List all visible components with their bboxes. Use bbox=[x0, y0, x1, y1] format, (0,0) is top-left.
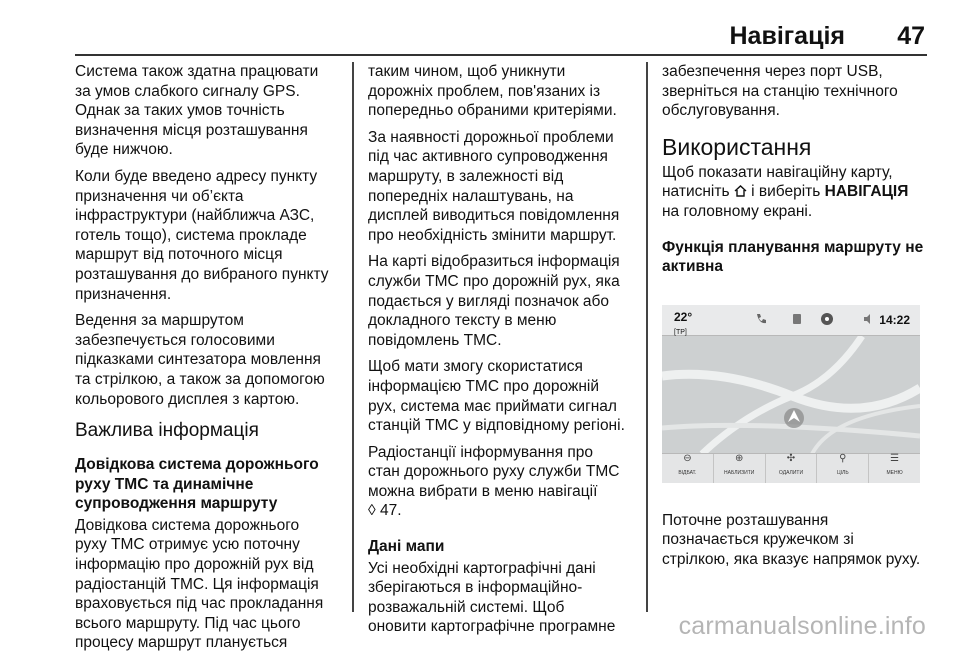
screen-button-destination[interactable]: ⚲ ЦІЛЬ bbox=[817, 454, 869, 483]
zoom-in-icon: ⊕ bbox=[735, 452, 744, 464]
mute-icon bbox=[862, 312, 876, 326]
home-icon bbox=[734, 185, 747, 197]
destination-search-icon: ⚲ bbox=[839, 452, 847, 464]
subheading-route-inactive: Функція планування маршруту не активна bbox=[662, 238, 924, 276]
page-reference-link[interactable]: ◊ 47. bbox=[368, 502, 402, 520]
map-view bbox=[662, 336, 920, 454]
page-section-title: Навігація bbox=[729, 22, 845, 50]
paragraph-map-data: Усі необхідні картографічні дані зберігаються в інформаційно- розважальній системі. Щоб оновити картографічне програмне bbox=[368, 559, 616, 636]
screen-clock: 14:22 bbox=[879, 312, 910, 327]
header-rule bbox=[75, 54, 927, 56]
paragraph-tmc-map: На карті відобразиться інформація служби TMC про дорожній рух, яка подається у вигляді позначок або докладного тексту в меню повідомлень TMC. bbox=[368, 253, 620, 349]
paragraph-traffic-problem: За наявності дорожньої проблеми під час активного супроводження маршруту, в залежності від попередніх налаштувань, на дисплей виводиться повідомлення про необхідність змінити маршрут. bbox=[368, 128, 620, 244]
settings-icon bbox=[790, 312, 804, 326]
paragraph-gps: Система також здатна працювати за умов слабкого сигналу GPS. Однак за таких умов точність визначення місця розташування буде нижчою. bbox=[75, 63, 319, 159]
paragraph-guidance: Ведення за маршрутом забезпечується голосовими підказками синтезатора мовлення та стрілкою, а також за допомогою кольорового дисплея з картою. bbox=[75, 312, 325, 408]
screen-button-zoom-out[interactable]: ✣ ОДАЛИТИ bbox=[766, 454, 818, 483]
heading-usage: Використання bbox=[662, 133, 812, 160]
paragraph-tmc-cont: таким чином, щоб уникнути дорожніх проблем, пов'язаних із попередньо обраними критеріями. bbox=[368, 63, 617, 120]
screen-tp-indicator: [TP] bbox=[674, 328, 687, 336]
menu-icon: ☰ bbox=[890, 452, 900, 464]
heading-important-info: Важлива інформація bbox=[75, 420, 259, 442]
column-2 bbox=[368, 62, 643, 644]
page-number: 47 bbox=[897, 22, 925, 50]
screen-temperature: 22° bbox=[674, 309, 693, 324]
navigation-screen-image bbox=[662, 305, 920, 483]
paragraph-show-map: Щоб показати навігаційну карту, натисніть і виберіть НАВІГАЦІЯ на головному екрані. bbox=[662, 163, 909, 220]
zoom-out-icon: ✣ bbox=[786, 452, 796, 464]
paragraph-usb: забезпечення через порт USB, зверніться на станцію технічного обслуговування. bbox=[662, 63, 898, 120]
column-divider-2 bbox=[646, 62, 648, 612]
screen-button-back[interactable]: ⊖ ВІДБАТ. bbox=[662, 454, 714, 483]
screen-button-menu[interactable]: ☰ МЕНЮ bbox=[886, 452, 903, 476]
paragraph-route-calc: Коли буде введено адресу пункту призначення чи об’єкта інфраструктури (найближча АЗС, готель тощо), система прокладе маршрут від поточного місця розташування до вибраного пункту призначення. bbox=[75, 167, 329, 303]
screen-button-bar bbox=[662, 453, 920, 483]
screen-button-zoom-in[interactable]: ⊕ НАБЛИЗИТИ bbox=[714, 454, 766, 483]
screen-status-bar bbox=[662, 305, 920, 336]
subheading-map-data: Дані мапи bbox=[368, 538, 445, 556]
column-divider-1 bbox=[352, 62, 354, 612]
map-drawing bbox=[662, 336, 920, 454]
column-1 bbox=[75, 62, 345, 660]
column-3 bbox=[662, 62, 954, 577]
image-caption: Поточне розташування позначається кружечком зі стрілкою, яка вказує напрямок руху. bbox=[662, 511, 921, 568]
subheading-tmc: Довідкова система дорожнього руху TMC та динамічне супроводження маршруту bbox=[75, 456, 319, 513]
back-icon: ⊖ bbox=[683, 452, 692, 464]
phone-icon bbox=[754, 312, 768, 326]
paragraph-tmc-signal: Щоб мати змогу скористатися інформацією TMC про дорожній рух, система має приймати сигнал станцій TMC у відповідному регіоні. bbox=[368, 358, 625, 435]
paragraph-tmc-stations: Радіостанції інформування про стан дорожнього руху служби TMC можна вибрати в меню навігації ◊ 47. bbox=[368, 443, 620, 520]
location-icon bbox=[820, 312, 834, 326]
paragraph-tmc: Довідкова система дорожнього руху TMC отримує усю поточну інформацію про дорожній рух від радіостанцій TMC. Ця інформація враховується під час прокладання всього маршруту. Під час цього процесу маршрут планується bbox=[75, 516, 324, 652]
watermark: carmanualsonline.info bbox=[678, 612, 926, 640]
